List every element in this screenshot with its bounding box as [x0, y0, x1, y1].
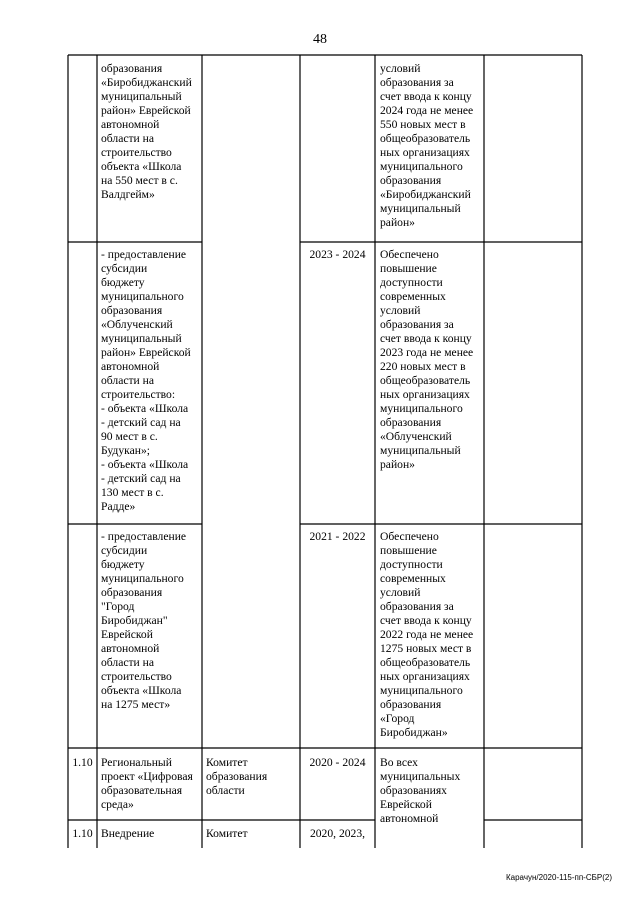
row-4-num: 1.10 — [72, 827, 93, 840]
footer-doc-id: Карачун/2020-115-пп-СБР(2) — [506, 873, 612, 882]
row-4-executor: Комитет — [206, 827, 248, 840]
row-0-name: образования «Биробиджанский муниципальный район» Еврейской автономной области на строительство объекта «Школа на 550 мест в с. Валдгейм» — [101, 62, 192, 201]
row-3-period: 2020 - 2024 — [309, 756, 366, 769]
row-2-period: 2021 - 2022 — [309, 530, 366, 543]
row-3-name: Региональный проект «Цифровая образовательная среда» — [101, 756, 193, 811]
row-4-period: 2020, 2023, — [309, 827, 366, 840]
page-number: 48 — [313, 32, 327, 47]
row-0-result: условий образования за счет ввода к концу 2024 года не менее 550 новых мест в общеобразователь ных организациях муниципального образования «Биробиджанский муниципальный район» — [380, 62, 474, 229]
row-2-name: - предоставление субсидии бюджету муниципального образования "Город Биробиджан" Еврейской автономной области на строительство объекта «Школа на 1275 мест» — [101, 530, 187, 711]
row-3-executor: Комитет образования области — [206, 756, 268, 797]
row-3-num: 1.10 — [72, 756, 93, 769]
row-3-result: Во всех муниципальных образованиях Еврейской автономной — [380, 756, 461, 825]
row-1-result: Обеспечено повышение доступности современных условий образования за счет ввода к концу 2023 года не менее 220 новых мест в общеобразователь ных организациях муниципального образования «Облученский муниципальный район» — [380, 248, 474, 471]
row-2-result: Обеспечено повышение доступности современных условий образования за счет ввода к концу 2022 года не менее 1275 новых мест в общеобразователь ных организациях муниципального образования «Город Биробиджан» — [380, 530, 474, 739]
row-1-name: - предоставление субсидии бюджету муниципального образования «Облученский муниципальный район» Еврейской автономной области на строительство: - объекта «Школа - детский сад на 90 мест в с. Будукан»; - объекта «Школа - детский сад на 130 мест в с. Радде» — [101, 248, 191, 513]
row-1-period: 2023 - 2024 — [309, 248, 366, 261]
row-4-name: Внедрение — [101, 827, 155, 840]
